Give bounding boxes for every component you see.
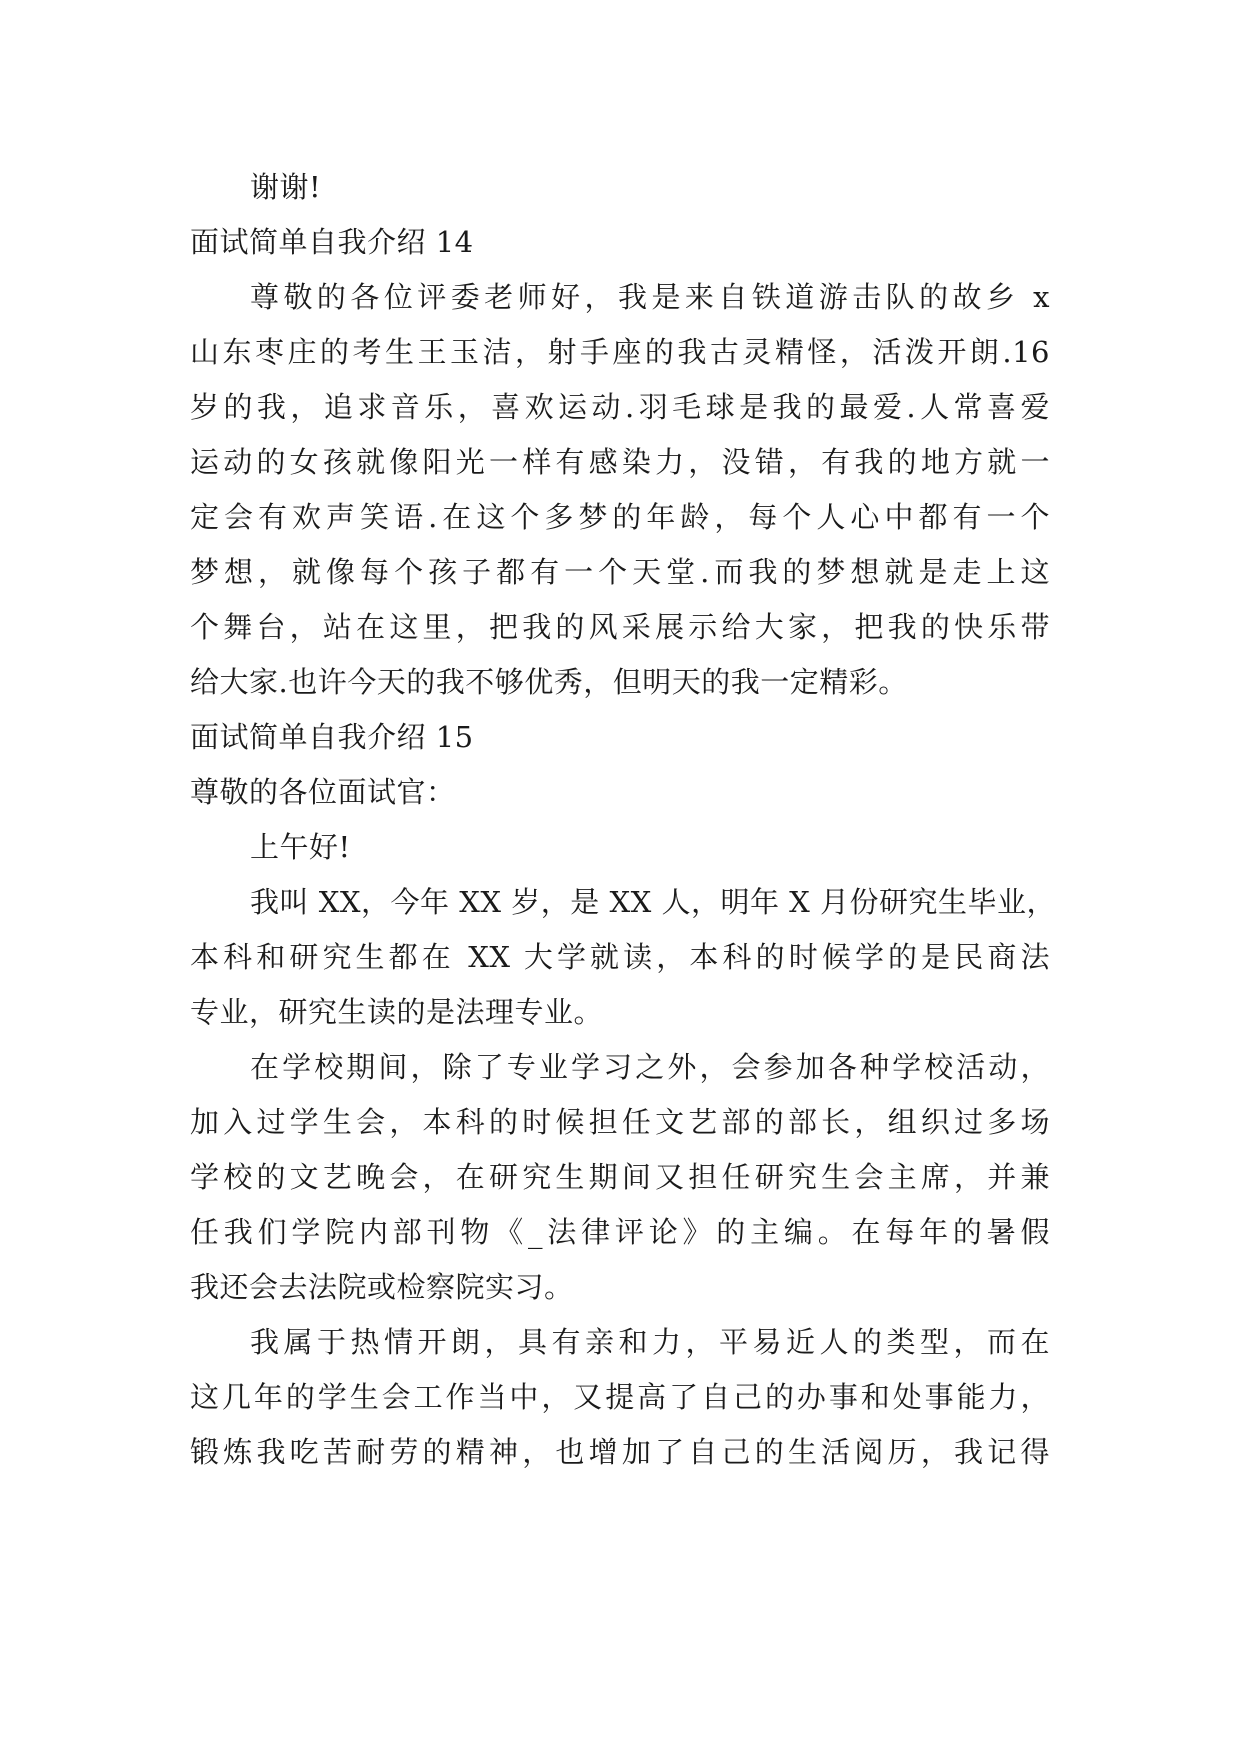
text-line: 面试简单自我介绍 14 (190, 225, 474, 259)
text-line: 本科和研究生都在 XX 大学就读，本科的时候学的是民商法 (190, 940, 1050, 974)
text-line: 山东枣庄的考生王玉洁，射手座的我古灵精怪，活泼开朗.16 (190, 335, 1050, 369)
text-line: 尊敬的各位面试官： (190, 775, 456, 809)
text-line: 梦想，就像每个孩子都有一个天堂.而我的梦想就是走上这 (190, 555, 1050, 589)
text-line: 学校的文艺晚会，在研究生期间又担任研究生会主席，并兼 (190, 1160, 1050, 1194)
text-line: 运动的女孩就像阳光一样有感染力，没错，有我的地方就一 (190, 445, 1050, 479)
text-line: 上午好! (250, 830, 351, 864)
text-line: 谢谢! (250, 170, 322, 204)
text-line: 在学校期间，除了专业学习之外，会参加各种学校活动， (250, 1050, 1050, 1084)
text-line: 专业，研究生读的是法理专业。 (190, 995, 604, 1029)
text-line: 加入过学生会，本科的时候担任文艺部的部长，组织过多场 (190, 1105, 1050, 1139)
text-line: 我属于热情开朗，具有亲和力，平易近人的类型，而在 (250, 1325, 1050, 1359)
text-line: 我还会去法院或检察院实习。 (190, 1270, 574, 1304)
text-line: 个舞台，站在这里，把我的风采展示给大家，把我的快乐带 (190, 610, 1050, 644)
text-line: 岁的我，追求音乐，喜欢运动.羽毛球是我的最爱.人常喜爱 (190, 390, 1050, 424)
text-line: 任我们学院内部刊物《_法律评论》的主编。在每年的暑假 (190, 1215, 1050, 1249)
text-line: 锻炼我吃苦耐劳的精神，也增加了自己的生活阅历，我记得 (190, 1435, 1050, 1469)
text-line: 定会有欢声笑语.在这个多梦的年龄，每个人心中都有一个 (190, 500, 1050, 534)
text-line: 尊敬的各位评委老师好，我是来自铁道游击队的故乡 x (250, 280, 1050, 314)
document-body (190, 160, 1057, 1480)
text-line: 面试简单自我介绍 15 (190, 720, 474, 754)
text-line: 这几年的学生会工作当中，又提高了自己的办事和处事能力， (190, 1380, 1050, 1414)
text-line: 我叫 XX，今年 XX 岁，是 XX 人，明年 X 月份研究生毕业， (250, 885, 1057, 919)
text-line: 给大家.也许今天的我不够优秀，但明天的我一定精彩。 (190, 665, 908, 699)
